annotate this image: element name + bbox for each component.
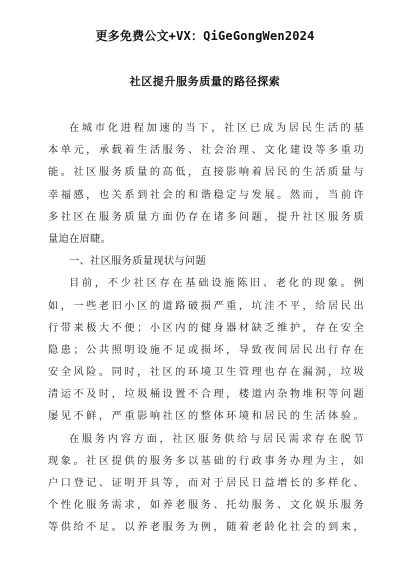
body-line: 在服务内容方面，社区服务供给与居民需求存在脱节 xyxy=(69,433,364,445)
document-title: 社区提升服务质量的路径探索 xyxy=(129,75,281,88)
body-line: 个性化服务需求，如养老服务、托幼服务、文化娱乐服务 xyxy=(48,500,364,512)
body-line: 多社区在服务质量方面仍存在诸多问题，提升社区服务质 xyxy=(48,211,364,223)
body-line: 隐患；公共照明设施不足或损坏，导致夜间居民出行存在 xyxy=(48,344,364,356)
body-line: 量迫在眉睫。 xyxy=(48,233,112,245)
body-line: 户口登记、证明开具等，而对于居民日益增长的多样化、 xyxy=(48,478,364,489)
promo-header: 更多免费公文+VX：QiGeGongWen2024 xyxy=(95,29,315,43)
body-line: 现象。社区提供的服务多以基础的行政事务办理为主，如 xyxy=(48,455,364,467)
body-line: 屡见不鲜，严重影响社区的整体环境和居民的生活体验。 xyxy=(48,411,364,423)
body-line: 本单元，承载着生活服务、社会治理、文化建设等多重功 xyxy=(48,145,364,157)
body-line: 安全风险。同时，社区的环境卫生管理也存在漏洞，垃圾 xyxy=(48,367,364,379)
document-body xyxy=(48,118,364,540)
body-line: 如，一些老旧小区的道路破损严重，坑洼不平，给居民出 xyxy=(48,300,364,312)
body-line: 能。社区服务质量的高低，直接影响着居民的生活质量与 xyxy=(48,167,364,179)
section-heading: 一、社区服务质量现状与问题 xyxy=(69,256,206,268)
body-line: 目前，不少社区存在基础设施陈旧、老化的现象。例 xyxy=(69,278,364,290)
body-line: 在城市化进程加速的当下，社区已成为居民生活的基 xyxy=(69,123,364,134)
body-line: 行带来极大不便；小区内的健身器材缺乏维护，存在安全 xyxy=(48,322,364,334)
body-line: 等供给不足。以养老服务为例，随着老龄化社会的到来， xyxy=(48,522,364,534)
body-line: 清运不及时，垃圾桶设置不合理，楼道内杂物堆积等问题 xyxy=(48,389,364,401)
body-line: 幸福感，也关系到社会的和谐稳定与发展。然而，当前许 xyxy=(48,189,364,201)
